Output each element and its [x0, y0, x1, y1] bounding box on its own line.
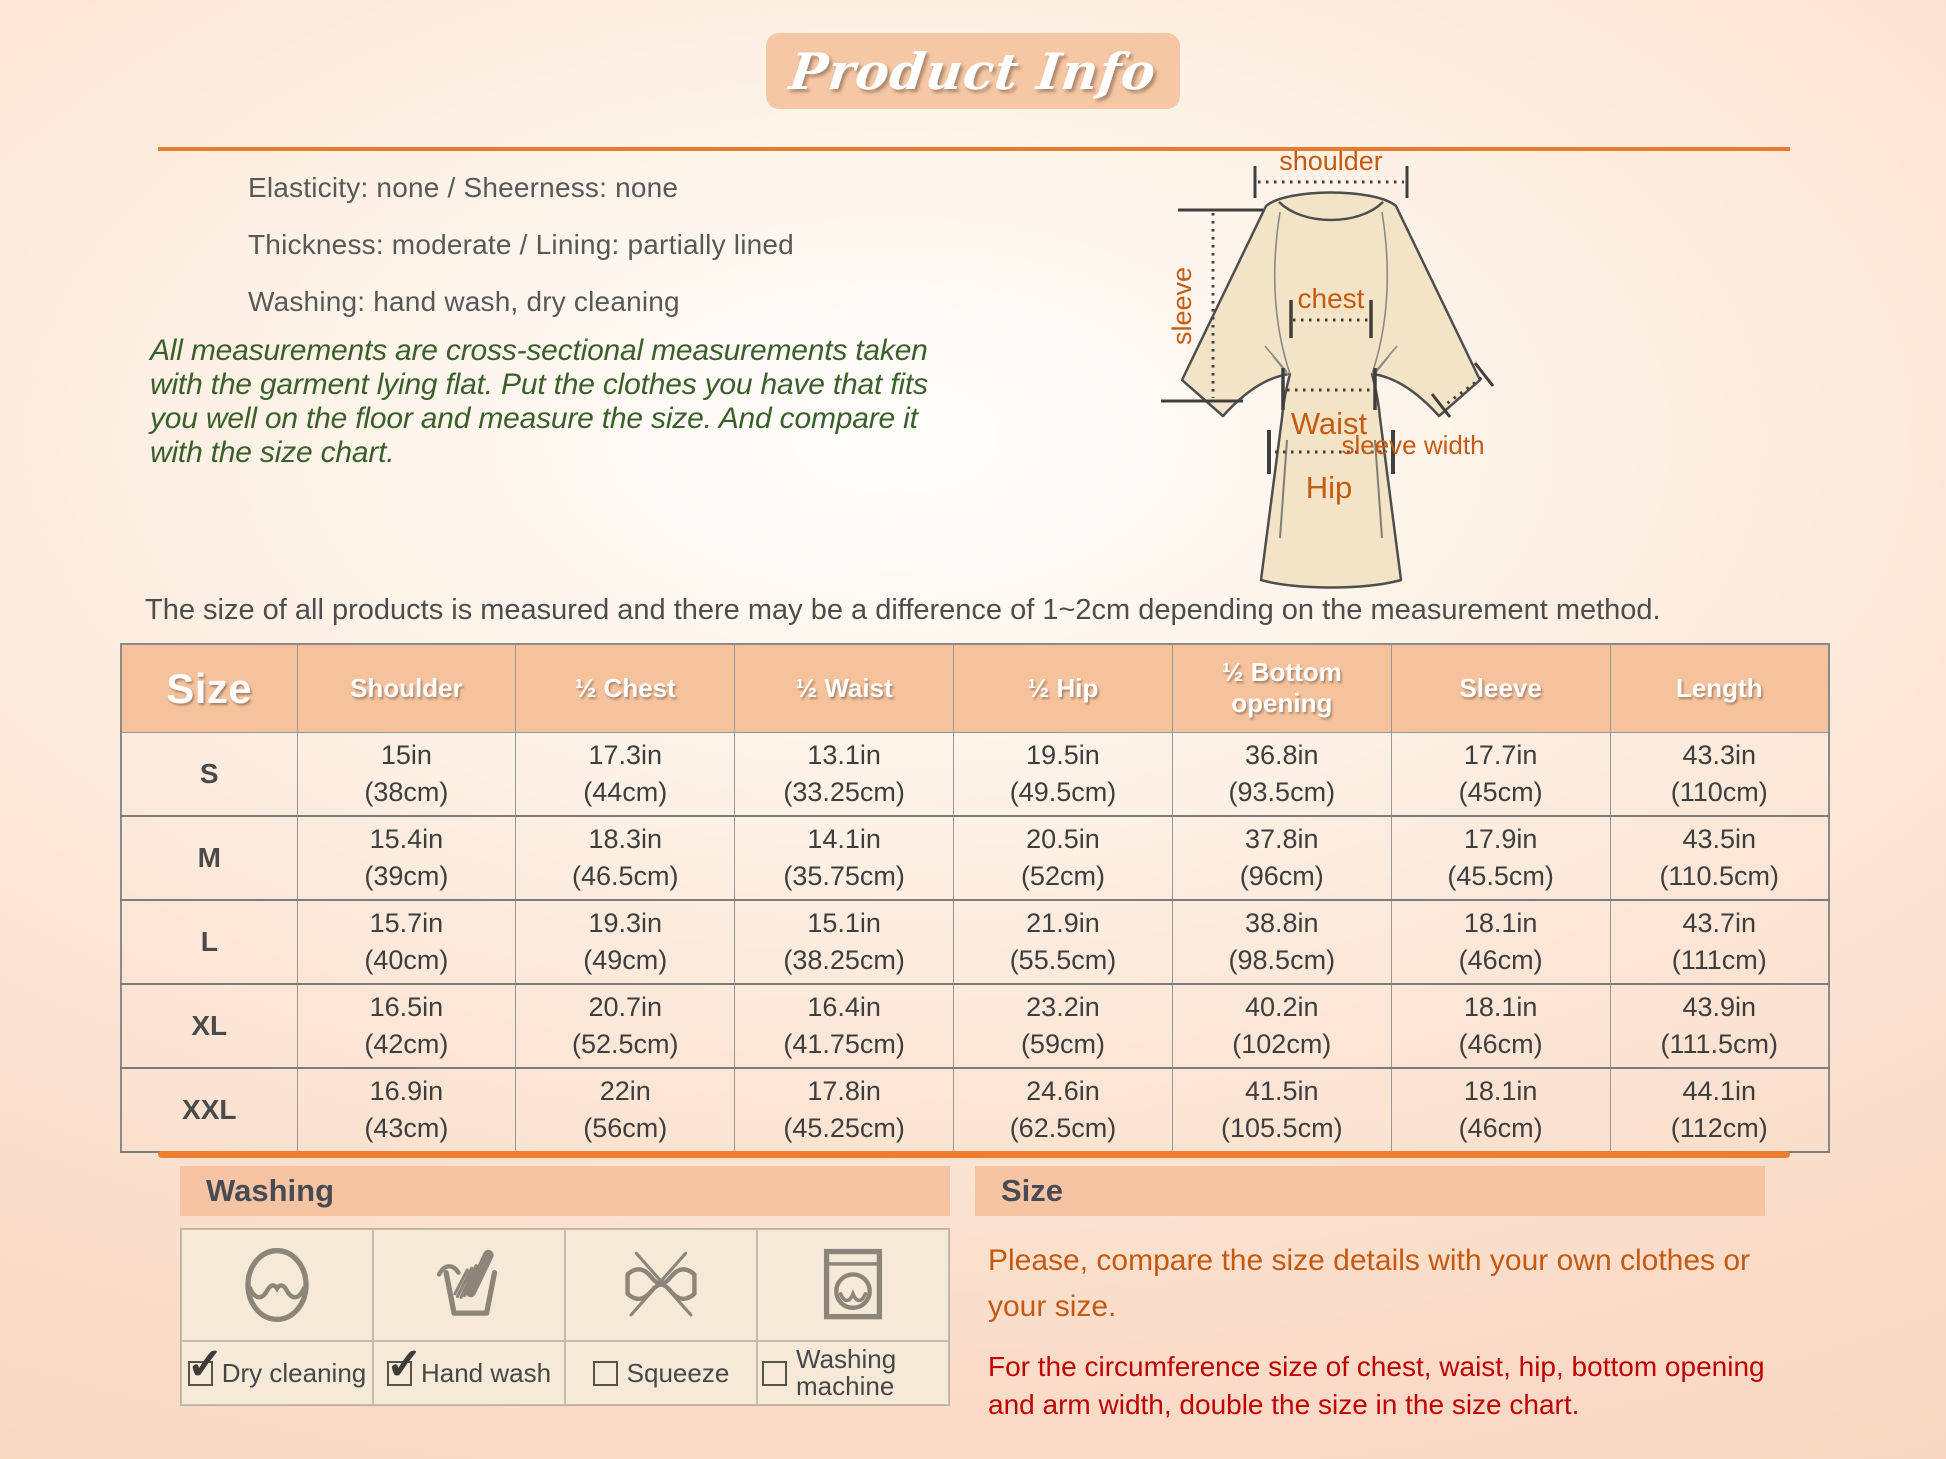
- size-compare-note: Please, compare the size details with your own clothes or your size.: [988, 1244, 1751, 1323]
- col-header-half-waist: ½ Waist: [735, 644, 954, 732]
- measuring-instructions-note: All measurements are cross-sectional measurements taken with the garment lying flat. Put the clothes you have that fits you well on the floor and measure the size. And compare it with the size chart.: [150, 334, 928, 469]
- cell-xxl-hip: 24.6in (62.5cm): [954, 1068, 1173, 1152]
- cell-xxl-bottom: 41.5in (105.5cm): [1172, 1068, 1391, 1152]
- washing-section-header: [180, 1166, 950, 1216]
- washing-machine-icon: [757, 1229, 949, 1341]
- size-chart-header-row: [121, 644, 1829, 732]
- cell-m-shoulder: 15.4in (39cm): [297, 816, 516, 900]
- cell-xl-chest: 20.7in (52.5cm): [516, 984, 735, 1068]
- sleeve-label: sleeve: [1167, 266, 1197, 346]
- cell-xxl-shoulder: 16.9in (43cm): [297, 1068, 516, 1152]
- cell-s-shoulder: 15in (38cm): [297, 732, 516, 816]
- cell-xl-hip: 23.2in (59cm): [954, 984, 1173, 1068]
- washing-option-washing-machine: [757, 1341, 949, 1405]
- cell-xl-bottom: 40.2in (102cm): [1172, 984, 1391, 1068]
- size-row-xl: [121, 984, 1829, 1068]
- size-row-m: [121, 816, 1829, 900]
- cell-l-bottom: 38.8in (98.5cm): [1172, 900, 1391, 984]
- size-label-xl: XL: [121, 984, 297, 1068]
- squeeze-label: Squeeze: [626, 1357, 730, 1388]
- dress-outline: [1182, 193, 1480, 588]
- dry-cleaning-checkbox: [188, 1361, 213, 1386]
- size-row-xxl: [121, 1068, 1829, 1152]
- bottom-divider-line: [158, 1151, 1790, 1158]
- page-title: Product Info: [786, 41, 1160, 101]
- tolerance-note: The size of all products is measured and there may be a difference of 1~2cm depending on the measurement method.: [145, 594, 1661, 626]
- dress-illustration: [935, 118, 1500, 590]
- detail-washing: Washing: hand wash, dry cleaning: [248, 286, 680, 317]
- washing-options-grid: [180, 1228, 950, 1406]
- cell-s-length: 43.3in (110cm): [1610, 732, 1829, 816]
- washing-option-squeeze: [565, 1341, 757, 1405]
- size-label-m: M: [121, 816, 297, 900]
- cell-l-sleeve: 18.1in (46cm): [1391, 900, 1610, 984]
- cell-xl-shoulder: 16.5in (42cm): [297, 984, 516, 1068]
- cell-l-shoulder: 15.7in (40cm): [297, 900, 516, 984]
- size-section-header: [975, 1166, 1765, 1216]
- hand-wash-label: Hand wash: [420, 1357, 552, 1388]
- cell-l-waist: 15.1in (38.25cm): [735, 900, 954, 984]
- dry-cleaning-label: Dry cleaning: [221, 1357, 367, 1388]
- col-header-half-chest: ½ Chest: [516, 644, 735, 732]
- chest-label: chest: [1297, 283, 1365, 314]
- col-header-shoulder: Shoulder: [297, 644, 516, 732]
- col-header-size: Size: [121, 644, 297, 732]
- cell-xxl-waist: 17.8in (45.25cm): [735, 1068, 954, 1152]
- product-details: [248, 172, 794, 343]
- cell-l-hip: 21.9in (55.5cm): [954, 900, 1173, 984]
- cell-xl-sleeve: 18.1in (46cm): [1391, 984, 1610, 1068]
- cell-xxl-chest: 22in (56cm): [516, 1068, 735, 1152]
- cell-m-length: 43.5in (110.5cm): [1610, 816, 1829, 900]
- do-not-wring-icon: [565, 1229, 757, 1341]
- cell-xxl-sleeve: 18.1in (46cm): [1391, 1068, 1610, 1152]
- cell-m-bottom: 37.8in (96cm): [1172, 816, 1391, 900]
- cell-xxl-length: 44.1in (112cm): [1610, 1068, 1829, 1152]
- detail-elasticity: Elasticity: none / Sheerness: none: [248, 172, 679, 203]
- size-label-s: S: [121, 732, 297, 816]
- waist-label: Waist: [1290, 406, 1368, 441]
- shoulder-label: shoulder: [1279, 146, 1383, 176]
- cell-l-chest: 19.3in (49cm): [516, 900, 735, 984]
- dress-measurement-diagram: [935, 118, 1500, 590]
- cell-l-length: 43.7in (111cm): [1610, 900, 1829, 984]
- cell-s-bottom: 36.8in (93.5cm): [1172, 732, 1391, 816]
- title-banner: [766, 33, 1180, 109]
- washing-machine-checkbox: [762, 1361, 787, 1386]
- size-row-s: [121, 732, 1829, 816]
- cell-m-hip: 20.5in (52cm): [954, 816, 1173, 900]
- cell-m-chest: 18.3in (46.5cm): [516, 816, 735, 900]
- hip-label: Hip: [1305, 470, 1353, 505]
- cell-xl-length: 43.9in (111.5cm): [1610, 984, 1829, 1068]
- cell-s-hip: 19.5in (49.5cm): [954, 732, 1173, 816]
- detail-thickness: Thickness: moderate / Lining: partially lined: [248, 229, 794, 260]
- col-header-length: Length: [1610, 644, 1829, 732]
- size-chart-table: [120, 643, 1830, 1153]
- size-row-l: [121, 900, 1829, 984]
- size-circumference-note: For the circumference size of chest, waist, hip, bottom opening and arm width, double the size in the size chart.: [988, 1351, 1765, 1420]
- hand-wash-icon: [373, 1229, 565, 1341]
- washing-option-dry-cleaning: [181, 1341, 373, 1405]
- squeeze-checkbox: [593, 1361, 618, 1386]
- cell-m-sleeve: 17.9in (45.5cm): [1391, 816, 1610, 900]
- cell-s-waist: 13.1in (33.25cm): [735, 732, 954, 816]
- cell-m-waist: 14.1in (35.75cm): [735, 816, 954, 900]
- size-label-l: L: [121, 900, 297, 984]
- size-header-label: Size: [1001, 1173, 1064, 1208]
- size-label-xxl: XXL: [121, 1068, 297, 1152]
- cell-xl-waist: 16.4in (41.75cm): [735, 984, 954, 1068]
- washing-option-hand-wash: [373, 1341, 565, 1405]
- col-header-half-hip: ½ Hip: [954, 644, 1173, 732]
- washing-header-label: Washing: [206, 1173, 335, 1208]
- sleeve-width-label: sleeve width: [1341, 430, 1485, 460]
- col-header-sleeve: Sleeve: [1391, 644, 1610, 732]
- col-header-half-bottom-opening: ½ Bottom opening: [1172, 644, 1391, 732]
- cell-s-sleeve: 17.7in (45cm): [1391, 732, 1610, 816]
- dry-cleaning-icon: [181, 1229, 373, 1341]
- washing-machine-label: Washing machine: [796, 1344, 897, 1401]
- hand-wash-checkbox: [387, 1361, 412, 1386]
- cell-s-chest: 17.3in (44cm): [516, 732, 735, 816]
